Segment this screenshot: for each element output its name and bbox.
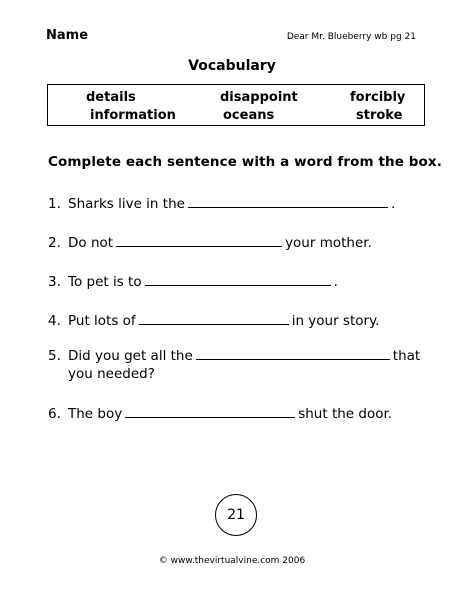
word-forcibly: forcibly [350,90,406,105]
question-text-after: shut the door. [298,406,393,422]
page-number: 21 [215,494,257,536]
question-text-after: your mother. [285,235,372,251]
question-5 [48,346,420,365]
word-information: information [90,108,176,123]
question-text: Did you get all the [68,348,193,364]
question-5-continuation: you needed? [68,366,155,382]
word-disappoint: disappoint [220,90,298,105]
question-number: 6. [48,406,61,422]
question-text: Sharks live in the [68,196,185,212]
question-1 [48,194,395,213]
question-text: Put lots of [68,313,136,329]
word-details: details [86,90,136,105]
question-text-after: that [392,348,421,364]
answer-blank-1[interactable] [188,194,388,208]
name-label: Name [46,28,89,43]
question-text: The boy [68,406,123,422]
source-reference: Dear Mr. Blueberry wb pg 21 [286,32,416,42]
answer-blank-6[interactable] [125,404,295,418]
question-3 [48,272,338,291]
question-6 [48,404,392,423]
question-text: Do not [68,235,114,251]
question-number: 4. [48,313,61,329]
question-text-after: . [333,274,338,290]
question-text-after: . [390,196,396,212]
question-number: 2. [48,235,61,251]
answer-blank-4[interactable] [139,311,289,325]
question-number: 5. [48,348,61,364]
page-title: Vocabulary [188,58,276,74]
question-number: 3. [48,274,61,290]
instructions: Complete each sentence with a word from the box. [48,154,442,170]
question-2 [48,233,372,252]
answer-blank-5[interactable] [196,346,390,360]
word-stroke: stroke [356,108,403,123]
word-box [47,84,425,126]
copyright: © www.thevirtualvine.com 2006 [158,556,306,566]
answer-blank-3[interactable] [145,272,331,286]
question-text-after: in your story. [291,313,380,329]
answer-blank-2[interactable] [116,233,282,247]
question-number: 1. [48,196,61,212]
word-oceans: oceans [223,108,275,123]
question-text: To pet is to [68,274,142,290]
question-4 [48,311,379,330]
